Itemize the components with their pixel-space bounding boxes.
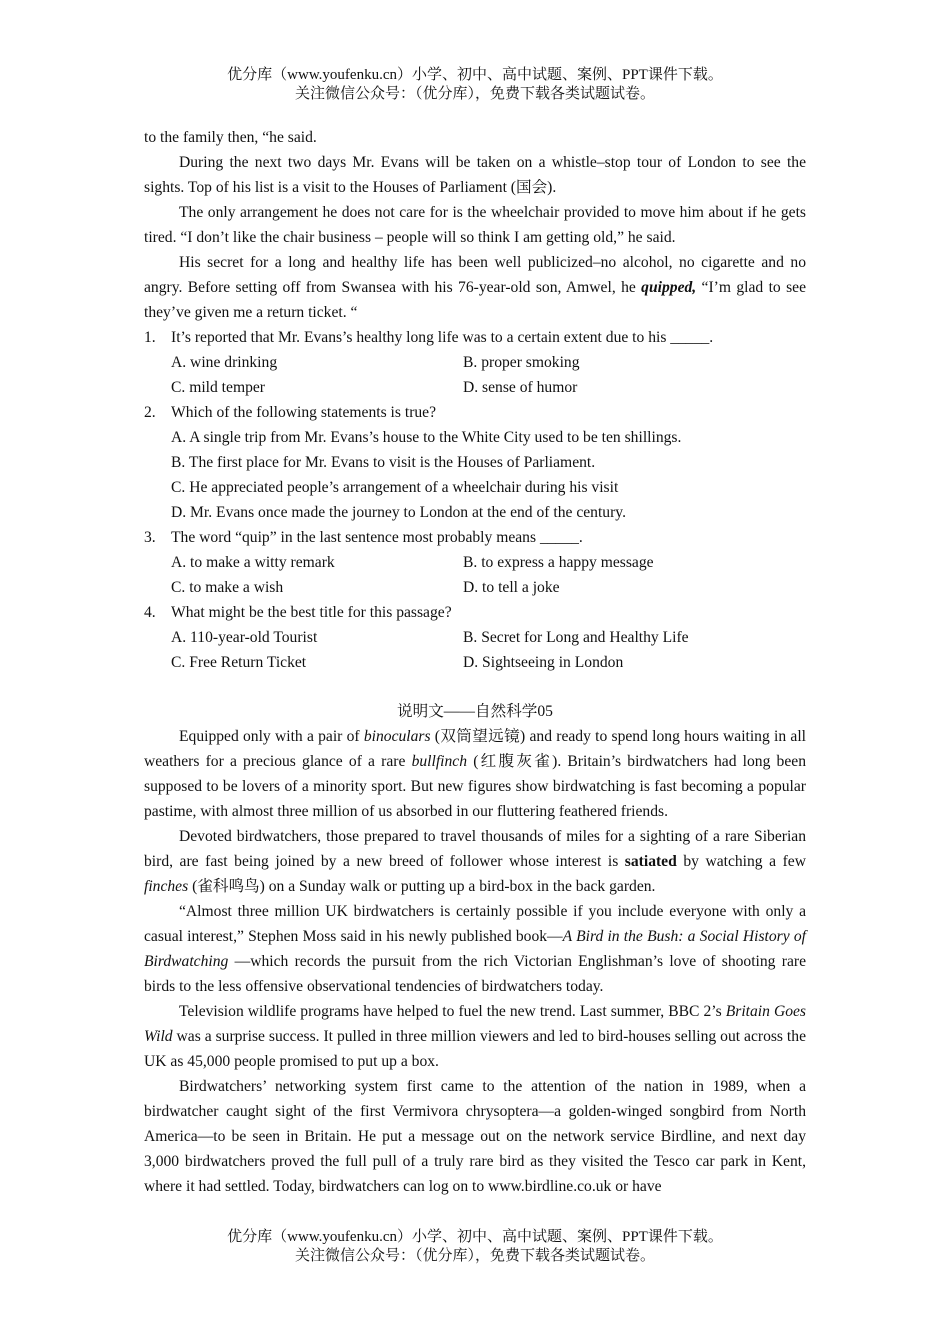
passage2-paragraph-2: Devoted birdwatchers, those prepared to travel thousands of miles for a sighting of a rare Siberian bird, are fast being joined by a new breed of follower whose interest is satiated by watching a few finches (雀科鸣鸟) on a Sunday walk or putting up a bird-box in the back garden. (144, 828, 806, 895)
option: A. A single trip from Mr. Evans’s house to the White City used to be ten shillings. (171, 429, 682, 446)
passage2-paragraph-4: Television wildlife programs have helped to fuel the new trend. Last summer, BBC 2’s Britain Goes Wild was a surprise success. It pulled in three million viewers and led to bird-houses selling out across the UK as 45,000 people promised to put up a box. (144, 1003, 806, 1070)
question-stem: Which of the following statements is true? (171, 404, 437, 421)
option: A. wine drinking (171, 354, 278, 371)
quipped-keyword: quipped, (641, 279, 697, 296)
option: D. Sightseeing in London (463, 654, 624, 671)
option: B. The first place for Mr. Evans to visit is the Houses of Parliament. (171, 454, 596, 471)
footer-line-2: 关注微信公众号：（优分库），免费下载各类试题试卷。 (294, 1248, 655, 1264)
satiated-keyword: satiated (624, 853, 677, 870)
option: D. sense of humor (463, 379, 578, 396)
option: B. Secret for Long and Healthy Life (463, 629, 689, 646)
header-line-2: 关注微信公众号：（优分库），免费下载各类试题试卷。 (294, 86, 655, 102)
passage2-paragraph-1: Equipped only with a pair of binoculars (双筒望远镜) and ready to spend long hours waiting in all weathers for a precious glance of a rare bullfinch (红腹灰雀). Britain’s birdwatchers had long been supposed to be lovers of a minority sport. But new figures show birdwatching is fast becoming a popular pastime, with almost three million of us absorbed in our fluttering feathered friends. (144, 728, 806, 820)
document-body (144, 125, 806, 1199)
option: C. to make a wish (171, 579, 284, 596)
question-stem: It’s reported that Mr. Evans’s healthy long life was to a certain extent due to his _____. (171, 329, 714, 346)
section-title: 说明文——自然科学05 (397, 703, 553, 720)
question-stem: The word “quip” in the last sentence most probably means _____. (171, 529, 583, 546)
passage2-paragraph-5: Birdwatchers’ networking system first came to the attention of the nation in 1989, when a birdwatcher caught sight of the first Vermivora chrysoptera—a golden-winged songbird from North America—to be seen in Britain. He put a message out on the network service Birdline, and next day 3,000 birdwatchers proved the full pull of a truly rare bird as they visited the Tesco car park in Kent, where it had settled. Today, birdwatchers can log on to www.birdline.co.uk or have (144, 1078, 806, 1195)
option: D. to tell a joke (463, 579, 560, 596)
question-2: 2. Which of the following statements is true? (144, 404, 437, 421)
option: C. Free Return Ticket (171, 654, 307, 671)
option: B. to express a happy message (463, 554, 654, 571)
header-line-1: 优分库（www.youfenku.cn）小学、初中、高中试题、案例、PPT课件下载。 (227, 67, 723, 83)
page-footer (0, 1228, 950, 1266)
section-spacer (144, 675, 806, 699)
book-title: A Bird in the Bush: a Social History of Birdwatching (144, 928, 806, 970)
question-4-options (144, 625, 806, 675)
option: A. 110-year-old Tourist (171, 629, 318, 646)
program-title: Britain Goes Wild (144, 1003, 806, 1045)
question-4: 4. What might be the best title for this passage? (144, 604, 452, 621)
question-3-options (144, 550, 806, 600)
passage1-fragment: to the family then, “he said. (144, 129, 317, 146)
question-stem: What might be the best title for this passage? (171, 604, 452, 621)
passage1-paragraph-3: His secret for a long and healthy life has been well publicized–no alcohol, no cigarette and no angry. Before setting off from Swansea with his 76-year-old son, Amwel, he quipped, “I’m glad to see they’ve given me a return ticket. “ (144, 254, 806, 321)
passage2-paragraph-3: “Almost three million UK birdwatchers is certainly possible if you include everyone with only a casual interest,” Stephen Moss said in his newly published book—A Bird in the Bush: a Social History of Birdwatching —which records the pursuit from the rich Victorian Englishman’s love of shooting rare birds to the less offensive observational tendencies of birdwatchers today. (144, 903, 806, 995)
question-1-options (144, 350, 806, 400)
option: B. proper smoking (463, 354, 580, 371)
question-2-options (144, 425, 806, 525)
option: A. to make a witty remark (171, 554, 335, 571)
passage1-paragraph-2: The only arrangement he does not care for is the wheelchair provided to move him about if he gets tired. “I don’t like the chair business – people will so think I am getting old,” he said. (144, 204, 806, 246)
option: D. Mr. Evans once made the journey to London at the end of the century. (171, 504, 626, 521)
question-3: 3. The word “quip” in the last sentence most probably means _____. (144, 529, 583, 546)
option: C. mild temper (171, 379, 265, 396)
page-header (0, 66, 950, 104)
option: C. He appreciated people’s arrangement of a wheelchair during his visit (171, 479, 619, 496)
question-1: 1. It’s reported that Mr. Evans’s healthy long life was to a certain extent due to his _____. (144, 329, 714, 346)
footer-line-1: 优分库（www.youfenku.cn）小学、初中、高中试题、案例、PPT课件下载。 (227, 1229, 723, 1245)
passage1-paragraph-1: During the next two days Mr. Evans will be taken on a whistle–stop tour of London to see the sights. Top of his list is a visit to the Houses of Parliament (国会). (144, 154, 806, 196)
